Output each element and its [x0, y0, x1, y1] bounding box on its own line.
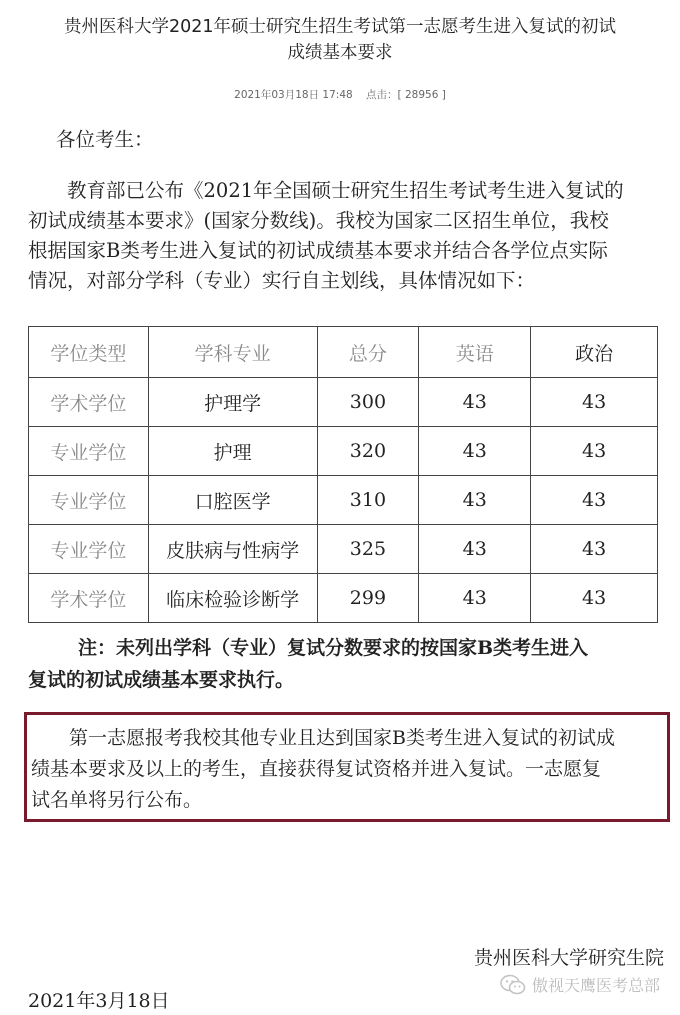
cell-english: 43 — [419, 525, 531, 574]
header-degree-type: 学位类型 — [29, 327, 149, 378]
issuer-signature: 贵州医科大学研究生院 — [473, 947, 664, 969]
highlight-line: 试名单将另行公布。 — [31, 789, 203, 811]
cell-degree-type: 学术学位 — [29, 378, 149, 427]
cell-english: 43 — [419, 378, 531, 427]
intro-paragraph — [28, 176, 660, 296]
cell-politics: 43 — [531, 476, 658, 525]
title-line-2: 成绩基本要求 — [287, 43, 393, 63]
watermark-text: 傲视天鹰医考总部 — [531, 976, 660, 995]
cell-discipline: 临床检验诊断学 — [148, 574, 317, 623]
paragraph-line: 根据国家B类考生进入复试的初试成绩基本要求并结合各学位点实际 — [28, 239, 608, 262]
note-line: 注：未列出学科（专业）复试分数要求的按国家B类考生进入 — [78, 637, 589, 659]
cell-politics: 43 — [531, 525, 658, 574]
cell-politics: 43 — [531, 574, 658, 623]
table-row — [29, 378, 658, 427]
publish-datetime: 2021年03月18日 17:48 — [234, 89, 353, 101]
watermark — [500, 973, 660, 996]
header-politics: 政治 — [531, 327, 658, 378]
article-meta — [0, 87, 680, 102]
table-note — [28, 632, 668, 696]
issue-date: 2021年3月18日 — [28, 990, 170, 1012]
table-header-row — [29, 327, 658, 378]
cell-degree-type: 专业学位 — [29, 427, 149, 476]
cell-discipline: 皮肤病与性病学 — [148, 525, 317, 574]
header-total-score: 总分 — [317, 327, 419, 378]
highlight-text — [31, 723, 667, 816]
wechat-icon — [500, 974, 526, 996]
page-title — [18, 14, 662, 66]
cell-total-score: 325 — [317, 525, 419, 574]
cell-total-score: 300 — [317, 378, 419, 427]
cell-total-score: 320 — [317, 427, 419, 476]
hits-label: 点击：[ — [366, 89, 402, 101]
paragraph-line: 初试成绩基本要求》(国家分数线)。我校为国家二区招生单位，我校 — [28, 209, 609, 232]
cell-politics: 43 — [531, 427, 658, 476]
paragraph-line: 教育部已公布《2021年全国硕士研究生招生考试考生进入复试的 — [67, 179, 624, 202]
greeting: 各位考生： — [56, 128, 154, 151]
header-discipline: 学科专业 — [148, 327, 317, 378]
cell-english: 43 — [419, 427, 531, 476]
header-english: 英语 — [419, 327, 531, 378]
highlight-line: 第一志愿报考我校其他专业且达到国家B类考生进入复试的初试成 — [69, 727, 615, 749]
paragraph-line: 情况，对部分学科（专业）实行自主划线，具体情况如下： — [28, 269, 536, 292]
cell-discipline: 口腔医学 — [148, 476, 317, 525]
cell-total-score: 299 — [317, 574, 419, 623]
hits-close: ] — [441, 89, 446, 101]
table-row — [29, 525, 658, 574]
note-line: 复试的初试成绩基本要求执行。 — [28, 669, 295, 691]
hits-count: 28956 — [404, 89, 439, 101]
cell-degree-type: 学术学位 — [29, 574, 149, 623]
table-row — [29, 476, 658, 525]
cell-degree-type: 专业学位 — [29, 476, 149, 525]
cell-english: 43 — [419, 476, 531, 525]
cell-politics: 43 — [531, 378, 658, 427]
highlight-line: 绩基本要求及以上的考生，直接获得复试资格并进入复试。一志愿复 — [31, 758, 602, 780]
cell-english: 43 — [419, 574, 531, 623]
cell-discipline: 护理学 — [148, 378, 317, 427]
title-line-1: 贵州医科大学2021年硕士研究生招生考试第一志愿考生进入复试的初试 — [63, 17, 617, 37]
cell-degree-type: 专业学位 — [29, 525, 149, 574]
cell-discipline: 护理 — [148, 427, 317, 476]
cell-total-score: 310 — [317, 476, 419, 525]
table-row — [29, 427, 658, 476]
highlight-box — [24, 712, 670, 822]
table-row — [29, 574, 658, 623]
score-table — [28, 326, 658, 623]
